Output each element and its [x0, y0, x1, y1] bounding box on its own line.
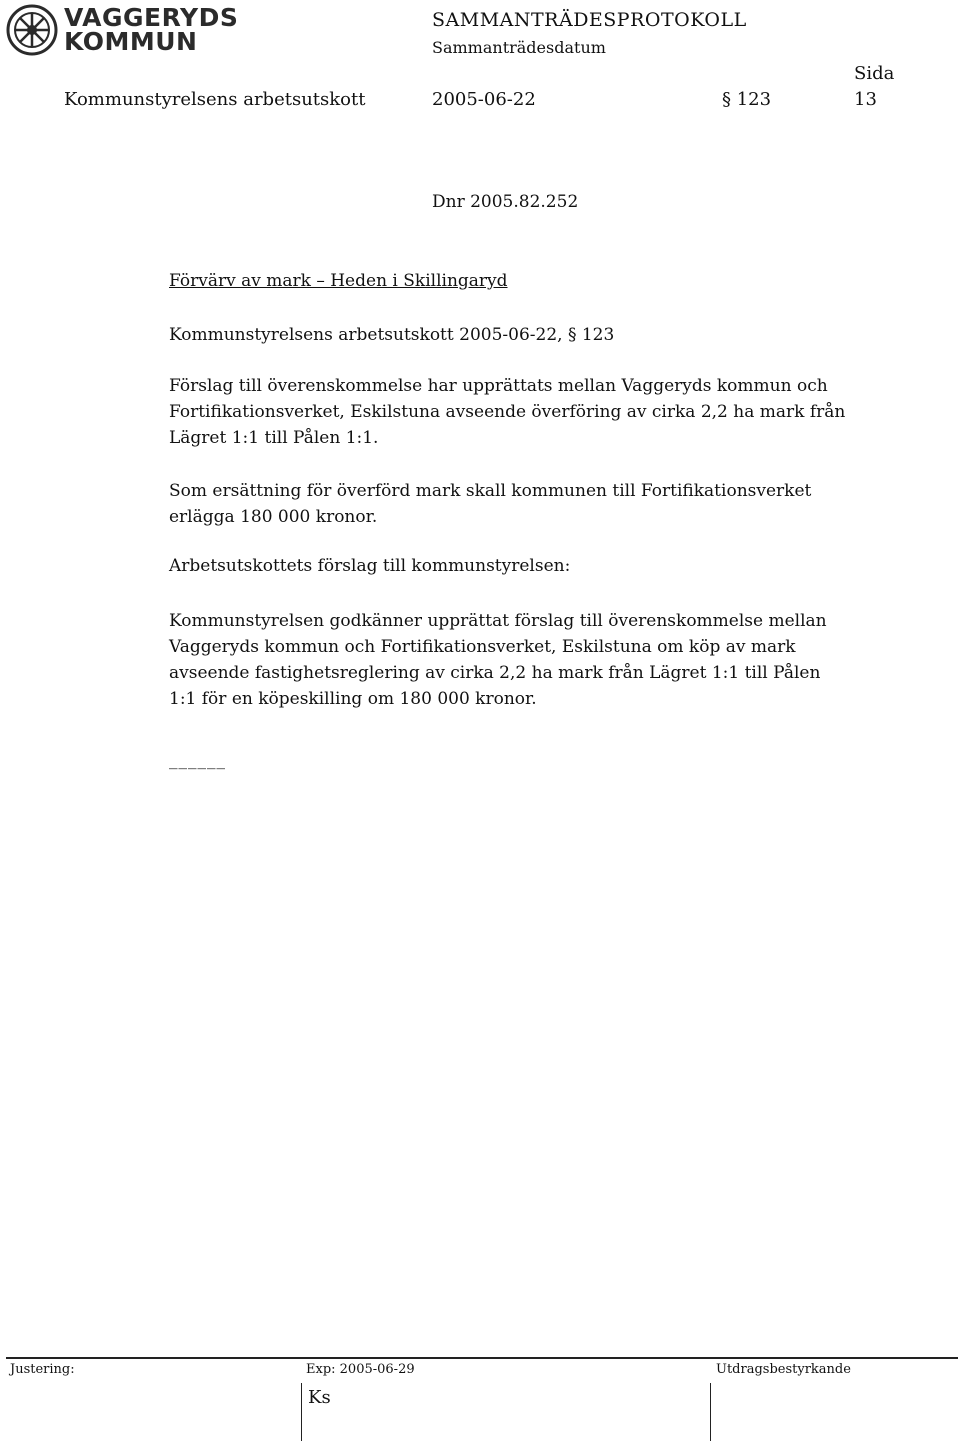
- logo-wordmark: [64, 3, 239, 56]
- paragraph-1: Förslag till överenskommelse har upprättats mellan Vaggeryds kommun och Fortifikationsverket, Eskilstuna avseende överföring av cirka 2,2 ha mark från Lägret 1:1 till Pålen 1:1.: [169, 376, 846, 448]
- footer-divider: [6, 1357, 958, 1359]
- document-title: Förvärv av mark – Heden i Skillingaryd: [169, 271, 508, 291]
- page-number: 13: [854, 89, 877, 110]
- justering-label: Justering:: [10, 1362, 75, 1377]
- signature-initials: Ks: [308, 1387, 331, 1408]
- document-reference: Kommunstyrelsens arbetsutskott 2005-06-22, § 123: [169, 325, 615, 345]
- expedition-label: Exp: 2005-06-29: [306, 1362, 415, 1377]
- footer-column-divider: [710, 1383, 711, 1441]
- protocol-title: SAMMANTRÄDESPROTOKOLL: [432, 9, 747, 31]
- body-name: Kommunstyrelsens arbetsutskott: [64, 89, 366, 110]
- proposal-text: Kommunstyrelsen godkänner upprättat förslag till överenskommelse mellan Vaggeryds kommun och Fortifikationsverket, Eskilstuna om köp av mark avseende fastighetsreglering av cirka 2,2 ha mark från Lägret 1:1 till Pålen 1:1 för en köpeskilling om 180 000 kronor.: [169, 611, 827, 709]
- footer-column-divider: [301, 1383, 302, 1441]
- utdrag-label: Utdragsbestyrkande: [716, 1362, 851, 1377]
- proposal-heading: Arbetsutskottets förslag till kommunstyrelsen:: [169, 556, 571, 576]
- end-rule: ______: [169, 750, 226, 770]
- logo-line-2: KOMMUN: [64, 27, 198, 56]
- logo-line-1: VAGGERYDS: [64, 3, 239, 32]
- date-label: Sammanträdesdatum: [432, 38, 606, 57]
- paragraph-number: § 123: [722, 89, 772, 110]
- paragraph-2: Som ersättning för överförd mark skall kommunen till Fortifikationsverket erlägga 180 000 kronor.: [169, 481, 812, 527]
- meeting-date: 2005-06-22: [432, 89, 536, 110]
- page-label: Sida: [854, 63, 895, 84]
- diary-number: Dnr 2005.82.252: [432, 192, 579, 212]
- municipal-logo-icon: [6, 4, 58, 56]
